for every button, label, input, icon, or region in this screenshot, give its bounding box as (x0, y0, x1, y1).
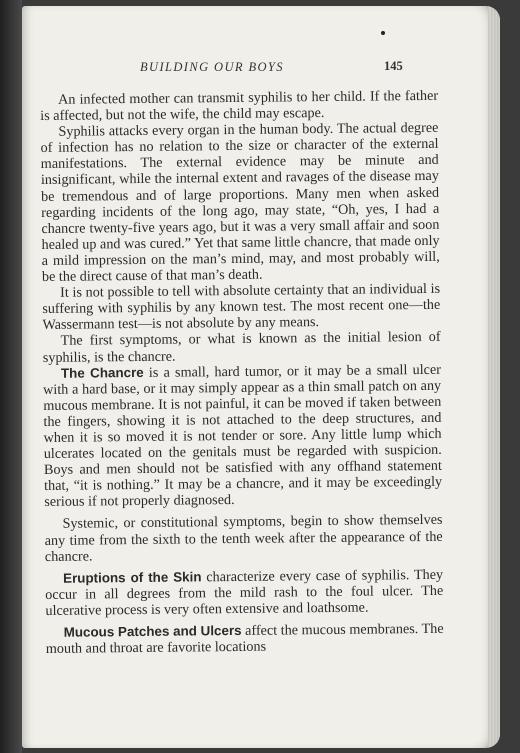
section-lead-chancre: The Chancre (60, 364, 144, 381)
body-text (40, 88, 444, 657)
running-title: BUILDING OUR BOYS (140, 60, 284, 74)
paragraph-testing (42, 281, 440, 333)
page-number: 145 (384, 59, 403, 73)
paragraph-mucous (46, 621, 444, 657)
paragraph-chancre (43, 361, 442, 510)
paragraph-text: characterize every case of syphilis. They occur in all degrees from the mild rash to the foul ulcer. The ulcerative process is very often extensive and loathsome. (45, 566, 444, 619)
paragraph-organs (40, 120, 440, 285)
paragraph-systemic (44, 512, 442, 564)
section-lead-eruptions: Eruptions of the Skin (63, 569, 202, 586)
paragraph-eruptions (45, 567, 443, 619)
paragraph-inheritance (40, 88, 438, 124)
paragraph-first-symptoms (43, 329, 441, 365)
ink-speck (381, 31, 385, 35)
paragraph-text: It is not possible to tell with absolute certainty that an individual is suffering with syphilis by any known test. The most recent one—the Wassermann test—is not absolute by any means. (42, 280, 441, 334)
page-edge-stack (488, 6, 500, 748)
paragraph-text: An infected mother can transmit syphilis to her child. If the father is affected, but not the wife, the child may escape. (40, 87, 439, 125)
paragraph-text: Syphilis attacks every organ in the human body. The actual degree of infection has no relation to the size or character of the external manifestations. The external evidence may be minute and insignificant, while the internal extent and ravages of the disease may be tremendous and of large proportions. Many men when asked regarding incidents of the long ago, may state, “Oh, yes, I had a chancre twenty-five years ago, but it was a very small affair and soon healed up and was cured.” Yet that same little chancre, that made only a mild impression on the man’s mind, may, and most probably will, be the direct cause of that man’s death. (40, 120, 440, 286)
paragraph-text: The first symptoms, or what is known as the initial lesion of syphilis, is the chancre. (42, 329, 441, 366)
book-gutter-shadow (0, 0, 22, 753)
paragraph-text: affect the mucous membranes. The mouth and throat are favorite locations (45, 620, 444, 658)
page-header (0, 60, 478, 80)
section-lead-mucous: Mucous Patches and Ulcers (63, 622, 242, 640)
paragraph-text: Systemic, or constitutional symptoms, begin to show themselves any time from the sixth to the tenth week after the appearance of the chancre. (44, 512, 443, 565)
paragraph-text: is a small, hard tumor, or it may be a small ulcer with a hard base, or it may simply appear as a thin small patch on any mucous membrane. It is not painful, it can be moved if taken between the fingers, showing it is not attached to the deep structures, and when it is so moved it is not tender or sore. Any little lump which ulcerates located on the genitals must be regarded with suspicion. Boys and men should not be satisfied with any offhand statement that, “it is nothing.” It may be a chancre, and it may be exceedingly serious if not properly diagnosed. (43, 361, 443, 511)
